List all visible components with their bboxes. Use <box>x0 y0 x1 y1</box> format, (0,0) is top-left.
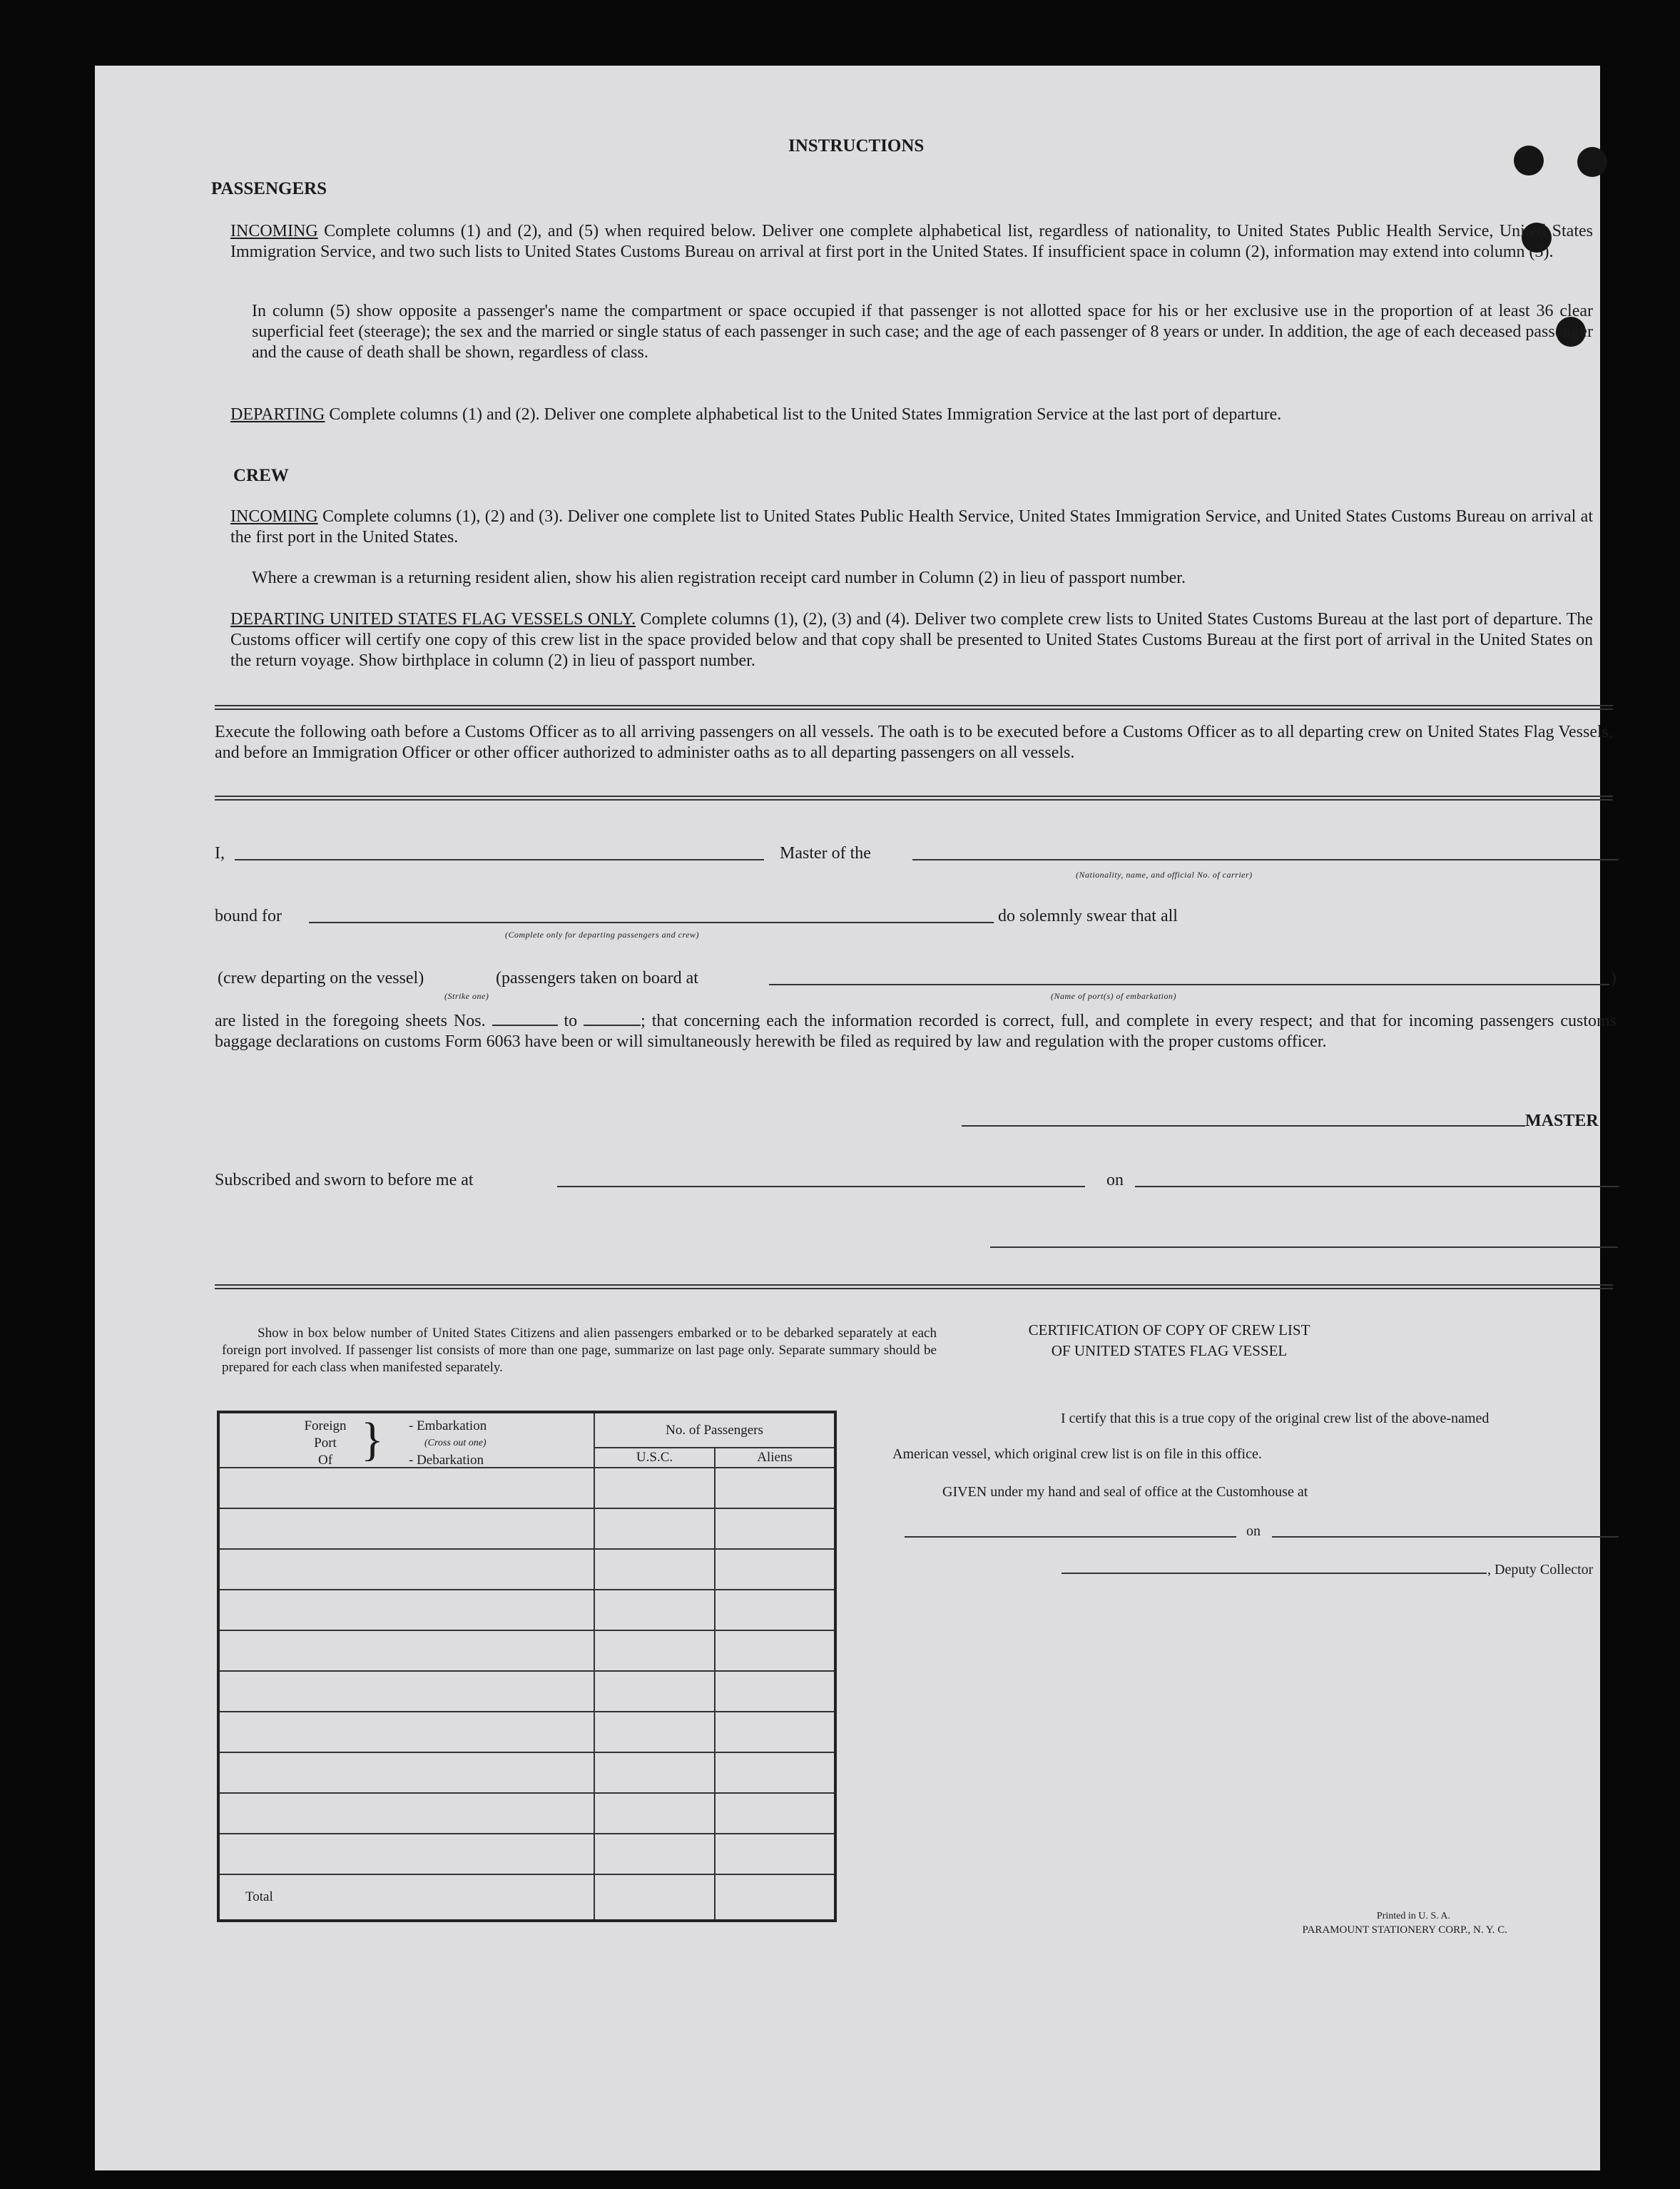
customhouse-field[interactable] <box>905 1536 1236 1538</box>
printer-name: PARAMOUNT STATIONERY CORP., N. Y. C. <box>1302 1924 1507 1936</box>
port-cell[interactable] <box>218 1793 594 1834</box>
aliens-cell[interactable] <box>715 1508 835 1549</box>
swear-text: do solemnly swear that all <box>998 907 1178 925</box>
to-text: to <box>564 1012 578 1030</box>
certification-title-1: CERTIFICATION OF COPY OF CREW LIST <box>1028 1321 1310 1339</box>
crew-departing-paragraph <box>230 609 1593 671</box>
summary-instructions: Show in box below number of United States Citizens and alien passengers embarked or to be debarked separately at each foreign port involved. If passenger list consists of more than one page, summarize on last page only. Separate summary should be prepared for each class when manifested separately. <box>222 1326 937 1375</box>
oath-intro: Execute the following oath before a Customs Officer as to all arriving passengers on all vessels. The oath is to be executed before a Customs Officer as to all departing crew on United States Flag Vessels, and before an Immigration Officer or other officer authorized to administer oaths as to all departing passengers on all vessels. <box>215 723 1613 762</box>
bound-for-label: bound for <box>215 907 282 925</box>
usc-cell[interactable] <box>594 1468 715 1508</box>
page-title: INSTRUCTIONS <box>788 136 925 156</box>
port-label: Port <box>314 1436 337 1451</box>
certify-line-2: American vessel, which original crew list is on file in this office. <box>892 1446 1262 1462</box>
cert-on-label: on <box>1246 1523 1261 1539</box>
oath-i-label: I, <box>215 844 225 863</box>
usc-cell[interactable] <box>594 1834 715 1874</box>
passenger-summary-table <box>217 1411 837 1922</box>
port-header-cell <box>218 1412 594 1468</box>
certification-title-2: OF UNITED STATES FLAG VESSEL <box>1051 1342 1288 1359</box>
aliens-cell[interactable] <box>715 1630 835 1671</box>
punch-hole-icon <box>1577 147 1607 177</box>
sworn-location-field[interactable] <box>557 1186 1085 1187</box>
sheet-from-field[interactable] <box>492 1025 558 1026</box>
passengers-heading: PASSENGERS <box>211 179 327 198</box>
port-cell[interactable] <box>218 1508 594 1549</box>
usc-cell[interactable] <box>594 1671 715 1712</box>
port-cell[interactable] <box>218 1712 594 1752</box>
master-signature-field[interactable] <box>962 1125 1525 1127</box>
punch-hole-icon <box>1514 146 1544 176</box>
usc-header: U.S.C. <box>594 1448 715 1468</box>
officer-signature-field[interactable] <box>990 1246 1618 1248</box>
port-cell[interactable] <box>218 1752 594 1793</box>
aliens-cell[interactable] <box>715 1671 835 1712</box>
crew-incoming-label: INCOMING <box>230 507 318 526</box>
of-label: Of <box>317 1453 333 1468</box>
cert-date-field[interactable] <box>1272 1536 1619 1538</box>
no-passengers-header: No. of Passengers <box>594 1412 835 1448</box>
printed-in-usa: Printed in U. S. A. <box>1376 1911 1450 1921</box>
usc-cell[interactable] <box>594 1549 715 1590</box>
aliens-cell[interactable] <box>715 1468 835 1508</box>
master-label: MASTER <box>1525 1112 1599 1130</box>
strike-one-caption: (Strike one) <box>444 991 489 1001</box>
usc-cell[interactable] <box>594 1630 715 1671</box>
port-cell[interactable] <box>218 1549 594 1590</box>
crew-heading: CREW <box>233 466 289 485</box>
certify-line-1: I certify that this is a true copy of the original crew list of the above-named <box>1061 1411 1490 1426</box>
bound-for-field[interactable] <box>309 922 994 923</box>
listed-paragraph <box>215 1011 1617 1052</box>
port-cell[interactable] <box>218 1590 594 1630</box>
passengers-incoming-paragraph <box>230 221 1593 263</box>
port-cell[interactable] <box>218 1834 594 1874</box>
carrier-field[interactable] <box>912 859 1619 860</box>
sheet-to-field[interactable] <box>584 1025 641 1026</box>
port-cell[interactable] <box>218 1671 594 1712</box>
form-sheet <box>95 66 1617 2170</box>
are-listed-text: are listed in the foregoing sheets Nos. <box>215 1012 486 1030</box>
usc-cell[interactable] <box>594 1590 715 1630</box>
foreign-label: Foreign <box>304 1418 347 1433</box>
divider <box>215 705 1613 710</box>
total-aliens-cell[interactable] <box>715 1874 835 1921</box>
passengers-incoming-text: Complete columns (1) and (2), and (5) when required below. Deliver one complete alphabetical list, regardless of nationality, to United States Public Health Service, United States Immigration Service, and two such lists to United States Customs Bureau on arrival at first port in the United States. If insufficient space in column (2), information may extend into column (3). <box>230 222 1593 261</box>
passengers-departing-label: DEPARTING <box>230 405 325 424</box>
ports-field[interactable] <box>769 984 1609 985</box>
aliens-cell[interactable] <box>715 1590 835 1630</box>
aliens-cell[interactable] <box>715 1834 835 1874</box>
passengers-departing-text: Complete columns (1) and (2). Deliver one complete alphabetical list to the United States Immigration Service at the last port of departure. <box>329 405 1282 424</box>
crew-departing-label: DEPARTING UNITED STATES FLAG VESSELS ONLY. <box>230 610 636 629</box>
ports-caption: (Name of port(s) of embarkation) <box>1051 991 1176 1001</box>
aliens-cell[interactable] <box>715 1549 835 1590</box>
port-cell[interactable] <box>218 1630 594 1671</box>
embarkation-label: - Embarkation <box>409 1418 487 1433</box>
sworn-on-label: on <box>1106 1171 1124 1189</box>
aliens-cell[interactable] <box>715 1793 835 1834</box>
total-label: Total <box>218 1874 594 1921</box>
usc-cell[interactable] <box>594 1712 715 1752</box>
usc-cell[interactable] <box>594 1793 715 1834</box>
passengers-incoming-label: INCOMING <box>230 222 318 240</box>
aliens-cell[interactable] <box>715 1712 835 1752</box>
debarkation-label: - Debarkation <box>409 1453 484 1468</box>
aliens-cell[interactable] <box>715 1752 835 1793</box>
usc-cell[interactable] <box>594 1752 715 1793</box>
crew-departing-option: (crew departing on the vessel) <box>218 969 424 987</box>
subscribed-label: Subscribed and sworn to before me at <box>215 1171 474 1189</box>
passengers-column5-text: In column (5) show opposite a passenger's name the compartment or space occupied if that passenger is not allotted space for his or her exclusive use in the proportion of at least 36 clear superficial feet (steerage); the sex and the married or single status of each passenger in such case; and the age of each passenger of 8 years or under. In addition, the age of each deceased passenger and the cause of death shall be shown, regardless of class. <box>252 302 1593 362</box>
bound-caption: (Complete only for departing passengers and crew) <box>505 930 700 940</box>
crew-incoming-text: Complete columns (1), (2) and (3). Deliver one complete list to United States Public Health Service, United States Immigration Service, and United States Customs Bureau on arrival at the first port in the United States. <box>230 507 1593 547</box>
divider <box>215 796 1613 801</box>
passengers-taken-option: (passengers taken on board at <box>496 969 698 987</box>
crew-departing-text: Complete columns (1), (2), (3) and (4). Deliver two complete crew lists to United States Customs Bureau at the last port of departure. The Customs officer will certify one copy of this crew list in the space provided below and that copy shall be presented to United States Customs Bureau at the first port of arrival in the United States on the return voyage. Show birthplace in column (2) in lieu of passport number. <box>230 610 1594 670</box>
aliens-header: Aliens <box>715 1448 835 1468</box>
close-paren: ) <box>1611 969 1617 987</box>
crew-incoming-paragraph <box>230 507 1593 548</box>
deputy-collector-label: , Deputy Collector <box>1487 1562 1594 1578</box>
master-of-the-label: Master of the <box>780 844 871 863</box>
sworn-date-field[interactable] <box>1135 1186 1619 1187</box>
cross-out-label: (Cross out one) <box>424 1438 487 1448</box>
port-cell[interactable] <box>218 1468 594 1508</box>
usc-cell[interactable] <box>594 1508 715 1549</box>
deputy-signature-field[interactable] <box>1062 1573 1487 1574</box>
divider <box>215 1284 1613 1289</box>
carrier-caption: (Nationality, name, and official No. of carrier) <box>1076 870 1253 880</box>
given-text: GIVEN under my hand and seal of office at the Customhouse at <box>942 1484 1308 1500</box>
master-name-field[interactable] <box>235 859 764 860</box>
passengers-departing-paragraph <box>230 405 1593 425</box>
crew-alien-text: Where a crewman is a returning resident alien, show his alien registration receipt card number in Column (2) in lieu of passport number. <box>252 569 1186 587</box>
total-usc-cell[interactable] <box>594 1874 715 1921</box>
brace-icon: } <box>361 1413 384 1466</box>
listed-rest-text: ; that concerning each the information recorded is correct, full, and complete in every respect; and that for incoming passengers customs baggage declarations on customs Form 6063 have been or will simultaneously herewith be filed as required by law and regulation with the proper customs officer. <box>215 1012 1617 1051</box>
